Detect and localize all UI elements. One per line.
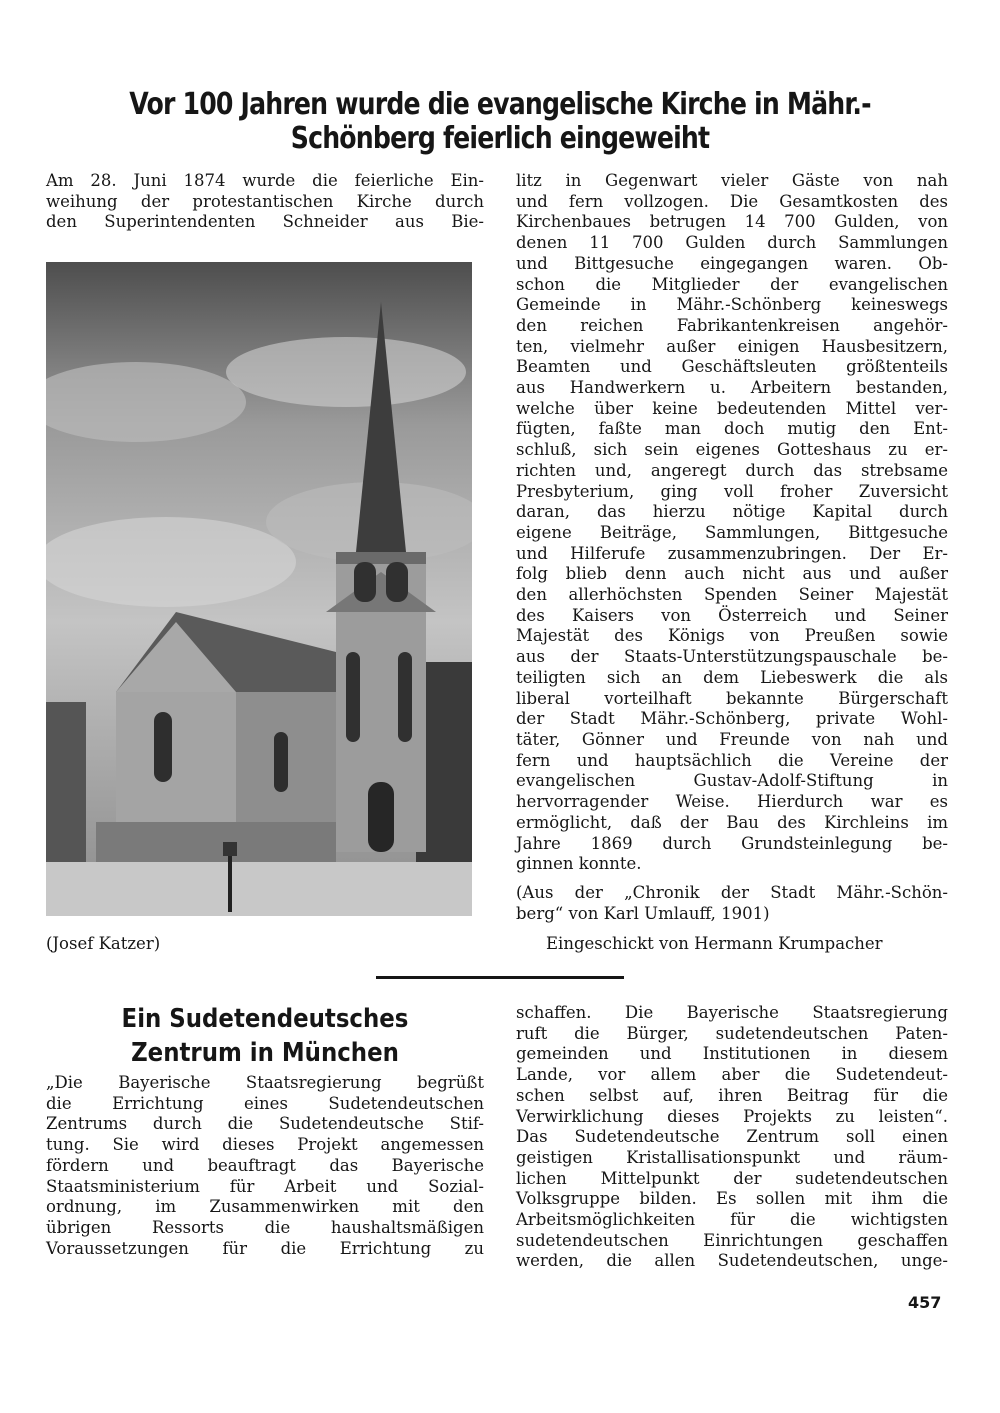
sender-credit: Eingeschickt von Hermann Krumpacher	[546, 934, 883, 953]
text-line: schon die Mitglieder der evangelischen	[516, 274, 948, 294]
text-line: Zentrums durch die Sudetendeutsche Stif-	[46, 1114, 484, 1134]
text-line: Arbeitsmöglichkeiten für die wichtigsten	[516, 1210, 948, 1230]
text-line: ruft die Bürger, sudetendeutschen Paten-	[516, 1023, 948, 1043]
text-line: richten und, angeregt durch das strebsame	[516, 460, 948, 480]
text-line: hervorragender Weise. Hierdurch war es	[516, 792, 948, 812]
text-line: schluß, sich sein eigenes Gotteshaus zu er-	[516, 440, 948, 460]
text-line: teiligten sich an dem Liebeswerk die als	[516, 667, 948, 687]
church-photo	[46, 262, 472, 916]
text-line: fügten, faßte man doch mutig den Ent-	[516, 419, 948, 439]
text-line: den reichen Fabrikantenkreisen angehör-	[516, 315, 948, 335]
text-line: eigene Beiträge, Sammlungen, Bittgesuche	[516, 522, 948, 542]
text-line: schaffen. Die Bayerische Staatsregierung	[516, 1003, 948, 1022]
text-line: Jahre 1869 durch Grundsteinlegung be-	[516, 833, 948, 853]
text-line: den allerhöchsten Spenden Seiner Majestät	[516, 585, 948, 605]
text-line: Volksgruppe bilden. Es sollen mit ihm die	[516, 1189, 948, 1209]
text-line: sudetendeutschen Einrichtungen geschaffen	[516, 1230, 948, 1250]
text-line: berg“ von Karl Umlauff, 1901)	[516, 903, 770, 923]
text-line: aus Handwerkern u. Arbeitern bestanden,	[516, 378, 948, 398]
text-line: übrigen Ressorts die haushaltsmäßigen	[46, 1217, 484, 1237]
text-line: daran, das hierzu nötige Kapital durch	[516, 502, 948, 522]
text-line: ten, vielmehr außer einigen Hausbesitzern,	[516, 336, 948, 356]
text-line: tung. Sie wird dieses Projekt angemessen	[46, 1135, 484, 1155]
article1-left-column	[46, 171, 484, 233]
article1-right-column	[516, 171, 948, 924]
text-line: und fern vollzogen. Die Gesamtkosten des	[516, 191, 948, 211]
text-line: und Bittgesuche eingegangen waren. Ob-	[516, 253, 948, 273]
text-line: Gemeinde in Mähr.-Schönberg keineswegs	[516, 295, 948, 315]
text-line: die Errichtung eines Sudetendeutschen	[46, 1093, 484, 1113]
text-line: aus der Staats-Unterstützungspauschale be-	[516, 647, 948, 667]
text-line: Majestät des Königs von Preußen sowie	[516, 626, 948, 646]
text-line: des Kaisers von Österreich und Seiner	[516, 605, 948, 625]
page-number: 457	[908, 1293, 942, 1312]
text-line: fördern und beauftragt das Bayerische	[46, 1155, 484, 1175]
text-line: Voraussetzungen für die Errichtung zu	[46, 1238, 484, 1258]
text-line: geistigen Kristallisationspunkt und räum-	[516, 1147, 948, 1167]
text-line: fern und hauptsächlich die Vereine der	[516, 750, 948, 770]
text-line: Beamten und Geschäftsleuten größtenteils	[516, 357, 948, 377]
section-divider	[376, 976, 624, 979]
article2-headline: Ein Sudetendeutsches Zentrum in München	[121, 1004, 409, 1068]
text-line: und Hilferufe zusammenzubringen. Der Er-	[516, 543, 948, 563]
article2-left-column	[46, 1073, 484, 1259]
church-illustration	[46, 262, 472, 916]
text-line: weihung der protestantischen Kirche durch	[46, 191, 484, 211]
text-line: gemeinden und Institutionen in diesem	[516, 1044, 948, 1064]
text-line: Am 28. Juni 1874 wurde die feierliche Ein-	[46, 171, 484, 190]
text-line: folg blieb denn auch nicht aus und außer	[516, 564, 948, 584]
text-line: „Die Bayerische Staatsregierung begrüßt	[46, 1073, 484, 1092]
text-line: ermöglicht, daß der Bau des Kirchleins im	[516, 812, 948, 832]
text-line: den Superintendenten Schneider aus Bie-	[46, 212, 484, 232]
article2-right-column	[516, 1003, 948, 1272]
text-line: denen 11 700 Gulden durch Sammlungen	[516, 233, 948, 253]
text-line: Presbyterium, ging voll froher Zuversicht	[516, 481, 948, 501]
text-line: evangelischen Gustav-Adolf-Stiftung in	[516, 771, 948, 791]
text-line: schen selbst auf, ihren Beitrag für die	[516, 1085, 948, 1105]
text-line: ginnen konnte.	[516, 854, 642, 874]
text-line: Das Sudetendeutsche Zentrum soll einen	[516, 1127, 948, 1147]
text-line: (Aus der „Chronik der Stadt Mähr.-Schön-	[516, 882, 948, 902]
text-line: liberal vorteilhaft bekannte Bürgerschaft	[516, 688, 948, 708]
text-line: Staatsministerium für Arbeit und Sozial-	[46, 1176, 484, 1196]
article1-headline: Vor 100 Jahren wurde die evangelische Kirche in Mähr.-Schönberg feierlich eingeweiht	[129, 87, 871, 156]
text-line: Verwirklichung dieses Projekts zu leisten“.	[516, 1106, 948, 1126]
text-line: werden, die allen Sudetendeutschen, unge-	[516, 1251, 948, 1271]
text-line: welche über keine bedeutenden Mittel ver-	[516, 398, 948, 418]
source-citation	[516, 883, 948, 924]
text-line: der Stadt Mähr.-Schönberg, private Wohl-	[516, 709, 948, 729]
text-line: lichen Mittelpunkt der sudetendeutschen	[516, 1168, 948, 1188]
photo-credit: (Josef Katzer)	[46, 934, 161, 953]
text-line: täter, Gönner und Freunde von nah und	[516, 729, 948, 749]
text-line: Lande, vor allem aber die Sudetendeut-	[516, 1065, 948, 1085]
text-line: ordnung, im Zusammenwirken mit den	[46, 1197, 484, 1217]
text-line: litz in Gegenwart vieler Gäste von nah	[516, 171, 948, 190]
text-line: Kirchenbaues betrugen 14 700 Gulden, von	[516, 212, 948, 232]
